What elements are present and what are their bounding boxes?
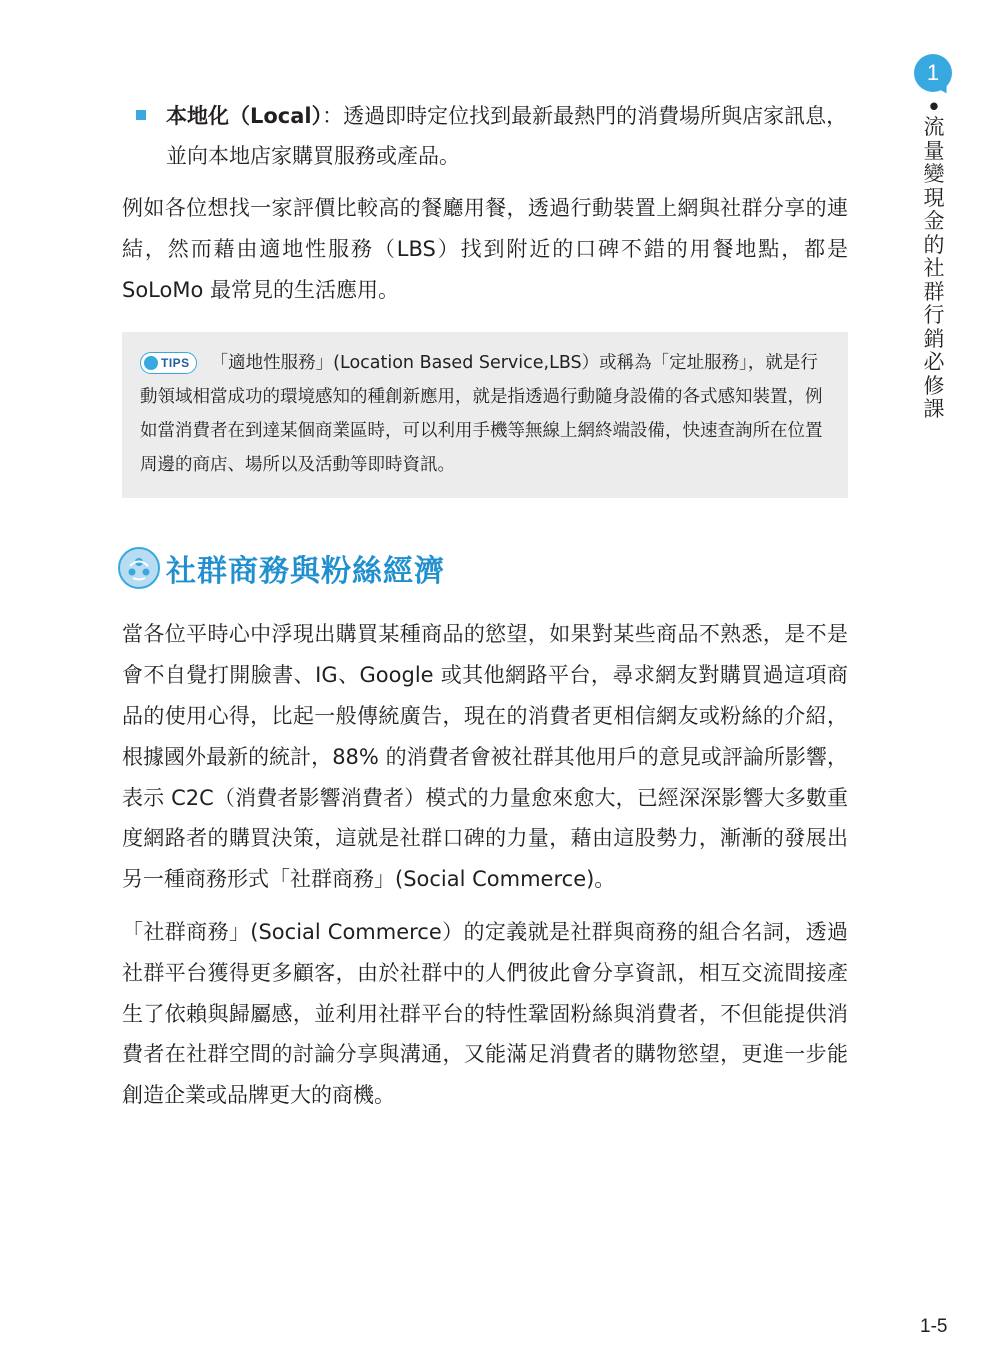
section-title: 社群商務與粉絲經濟	[166, 554, 445, 590]
side-title-text: 流量變現金的社群行銷必修課	[923, 115, 945, 421]
page-number: 1-5	[920, 1316, 948, 1337]
people-circle-icon	[118, 547, 160, 589]
tips-box	[122, 332, 848, 498]
chapter-number: 1	[926, 60, 940, 85]
tips-badge	[140, 352, 197, 374]
people-circle-svg	[124, 553, 154, 583]
side-title-dot: •	[927, 95, 941, 119]
paragraph-social-commerce-definition: 「社群商務」(Social Commerce）的定義就是社群與商務的組合名詞，透過社群平台獲得更多顧客，由於社群中的人們彼此會分享資訊，相互交流間接產生了依賴與歸屬感，並利用社群平台的特性鞏固粉絲與消費者，不但能提供消費者在社群空間的討論分享與溝通，又能滿足消費者的購物慾望，更進一步能創造企業或品牌更大的商機。	[122, 919, 848, 1108]
bullet-text: ：透過即時定位找到最新最熱門的消費場所與店家訊息，並向本地店家購買服務或產品。	[166, 104, 848, 168]
tips-label: TIPS	[161, 356, 190, 371]
paragraph-social-commerce-intro: 當各位平時心中浮現出購買某種商品的慾望，如果對某些商品不熟悉，是不是會不自覺打開臉書、IG、Google 或其他網路平台，尋求網友對購買過這項商品的使用心得，比起一般傳統廣告，現在的消費者更相信網友或粉絲的介紹，根據國外最新的統計，88% 的消費者會被社群其他用戶的意見或評論所影響，表示 C2C（消費者影響消費者）模式的力量愈來愈大，已經深深影響大多數重度網路者的購買決策，這就是社群口碑的力量，藉由這股勢力，漸漸的發展出另一種商務形式「社群商務」(Social Commerce)。	[122, 622, 848, 892]
tips-text: 「適地性服務」(Location Based Service,LBS）或稱為「定址服務」，就是行動領域相當成功的環境感知的種創新應用，就是指透過行動隨身設備的各式感知裝置，例如當消費者在到達某個商業區時，可以利用手機等無線上網終端設備，快速查詢所在位置周邊的商店、場所以及活動等即時資訊。	[140, 353, 823, 476]
paragraph-solomo-example: 例如各位想找一家評價比較高的餐廳用餐，透過行動裝置上網與社群分享的連結，然而藉由適地性服務（LBS）找到附近的口碑不錯的用餐地點，都是 SoLoMo 最常見的生活應用。	[122, 196, 848, 302]
tips-hand-icon	[144, 356, 158, 370]
main-content	[122, 96, 848, 1128]
bullet-term: 本地化（Local）	[166, 104, 323, 128]
section-heading	[118, 546, 848, 590]
chapter-side-title	[918, 95, 950, 422]
square-bullet-icon	[136, 110, 146, 120]
chapter-badge	[914, 54, 952, 92]
bullet-item-local	[122, 96, 848, 176]
